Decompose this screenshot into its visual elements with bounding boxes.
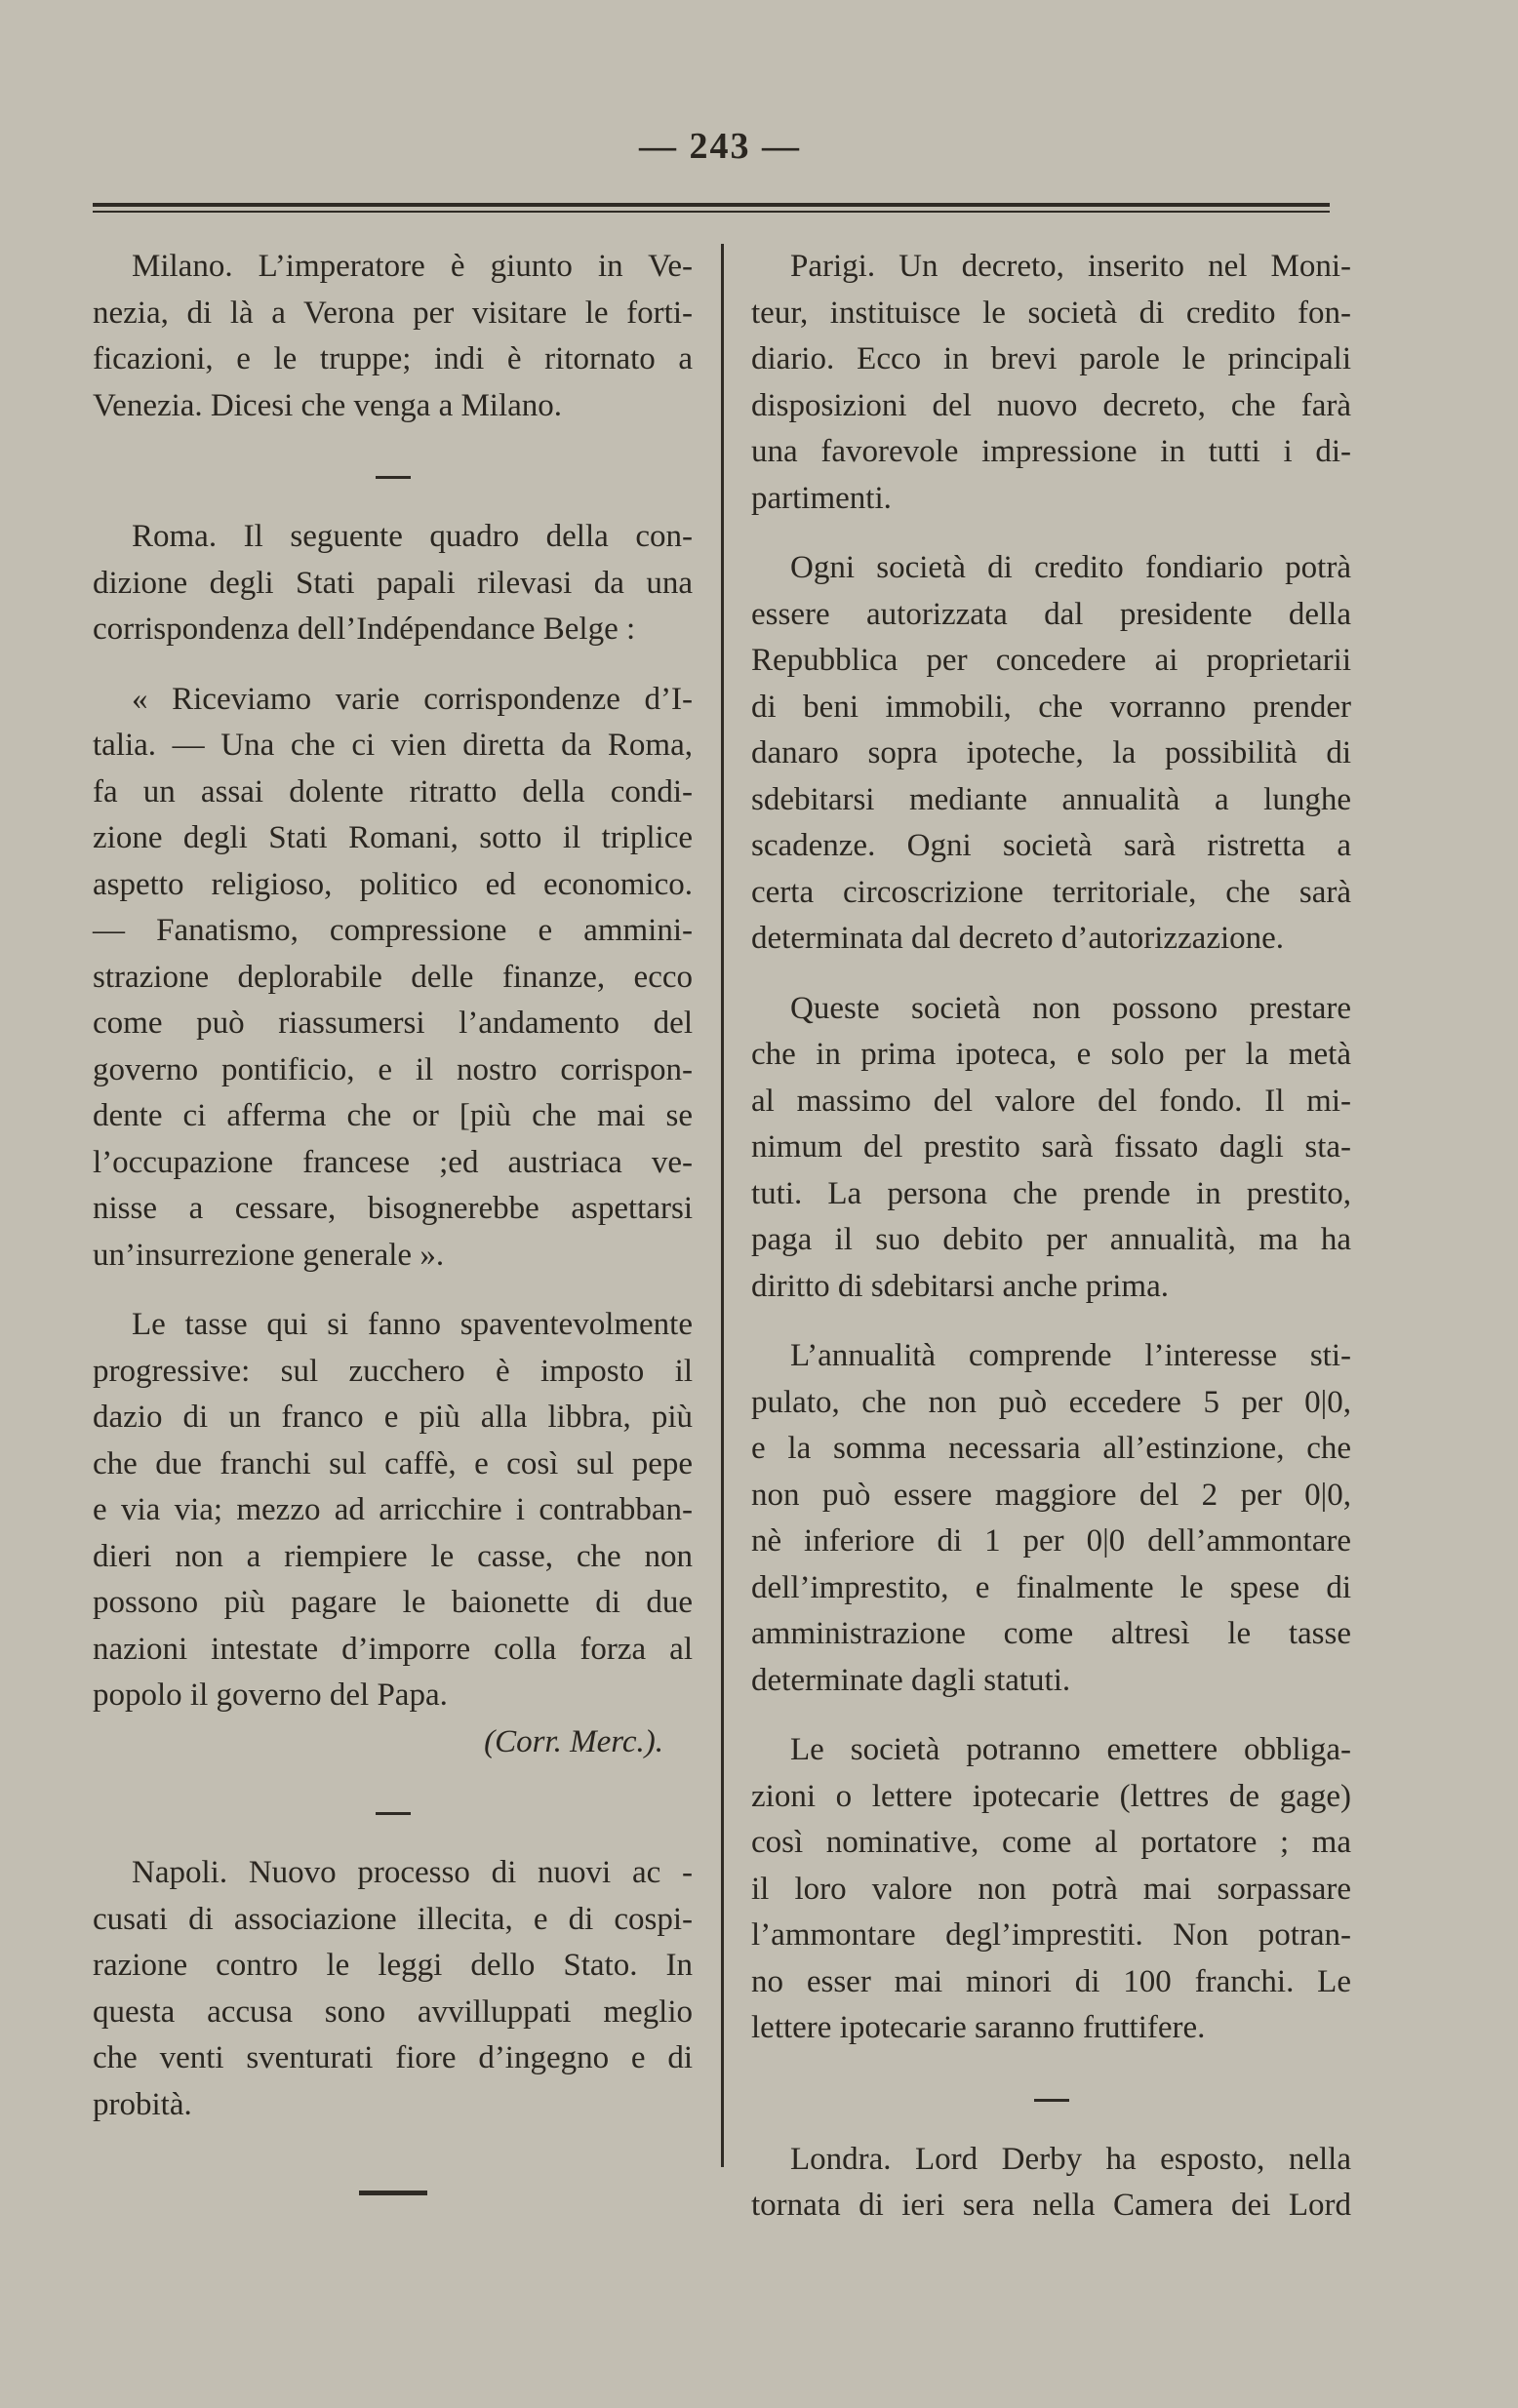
text-line: strazione deplorabile delle finanze, ecco	[93, 959, 693, 995]
para-ogni-societa	[751, 545, 1351, 963]
paragraph-gap	[93, 1279, 693, 1302]
text-line: diritto di sdebitarsi anche prima.	[751, 1268, 1169, 1304]
text-line: essere autorizzata dal presidente della	[751, 596, 1351, 632]
text-line: il loro valore non potrà mai sorpassare	[751, 1871, 1351, 1907]
column-divider	[721, 244, 724, 2167]
text-line: nè inferiore di 1 per 0|0 dell’ammontare	[751, 1523, 1351, 1559]
para-annualita	[751, 1333, 1351, 1704]
text-line: aspetto religioso, politico ed economico.	[93, 866, 693, 902]
text-line: L’annualità comprende l’interesse sti-	[790, 1338, 1351, 1373]
left-column	[93, 244, 693, 2230]
text-line: Venezia. Dicesi che venga a Milano.	[93, 387, 563, 423]
text-line: corrispondenza dell’Indépendance Belge :	[93, 612, 636, 647]
text-line: Le società potranno emettere obbliga-	[790, 1732, 1351, 1767]
text-line: così nominative, come al portatore ; ma	[751, 1825, 1351, 1860]
paragraph-gap	[751, 2230, 1351, 2253]
para-roma	[93, 514, 693, 653]
text-line: fa un assai dolente ritratto della condi-	[93, 773, 693, 809]
para-londra	[751, 2137, 1351, 2230]
para-milano	[93, 244, 693, 429]
text-line: pulato, che non può eccedere 5 per 0|0,	[751, 1384, 1351, 1420]
text-line: paga il suo debito per annualità, ma ha	[751, 1222, 1351, 1257]
text-line: probità.	[93, 2086, 192, 2122]
text-line: nazioni intestate d’imporre colla forza al	[93, 1631, 693, 1667]
text-line: determinate dagli statuti.	[751, 1662, 1071, 1698]
paragraph-gap	[751, 1704, 1351, 1727]
text-line: disposizioni del nuovo decreto, che farà	[751, 387, 1351, 423]
paragraph-gap	[751, 963, 1351, 986]
paragraph-gap	[93, 653, 693, 677]
text-line: e via via; mezzo ad arricchire i contrabban-	[93, 1492, 693, 1527]
text-line: scadenze. Ogni società sarà ristretta a	[751, 828, 1351, 863]
text-line: zioni o lettere ipotecarie (lettres de gage)	[751, 1778, 1351, 1814]
text-line: nezia, di là a Verona per visitare le forti-	[93, 295, 693, 331]
paragraph-gap	[93, 2128, 693, 2151]
page-number: — 243 —	[639, 126, 801, 167]
text-line: determinata dal decreto d’autorizzazione.	[751, 921, 1285, 956]
text-line: governo pontificio, e il nostro corrispon-	[93, 1051, 693, 1087]
text-line: progressive: sul zucchero è imposto il	[93, 1353, 693, 1389]
text-line: Milano. L’imperatore è giunto in Ve-	[132, 249, 693, 284]
text-line: teur, instituisce le società di credito fon-	[751, 295, 1351, 331]
text-line: Roma. Il seguente quadro della con-	[132, 519, 693, 554]
text-line: Repubblica per concedere ai proprietarii	[751, 643, 1351, 678]
paragraph-gap	[751, 2052, 1351, 2075]
text-line: Queste società non possono prestare	[790, 990, 1351, 1026]
text-line: che venti sventurati fiore d’ingegno e di	[93, 2040, 693, 2075]
header-rule	[93, 203, 1330, 213]
section-separator	[359, 2191, 427, 2195]
text-line: questa accusa sono avvilluppati meglio	[93, 1994, 693, 2030]
text-line: ficazioni, e le truppe; indi è ritornato a	[93, 341, 693, 376]
text-line: « Riceviamo varie corrispondenze d’I-	[132, 681, 693, 717]
text-line: — Fanatismo, compressione e ammini-	[93, 913, 693, 948]
text-line: diario. Ecco in brevi parole le principali	[751, 341, 1351, 376]
text-line: dazio di un franco e più alla libbra, più	[93, 1400, 693, 1435]
text-line: tornata di ieri sera nella Camera dei Lord	[751, 2188, 1351, 2223]
text-line: che in prima ipoteca, e solo per la metà	[751, 1037, 1351, 1072]
text-line: e la somma necessaria all’estinzione, che	[751, 1431, 1351, 1466]
text-line: dieri non a riempiere le casse, che non	[93, 1538, 693, 1574]
text-line: di beni immobili, che vorranno prender	[751, 689, 1351, 725]
para-obbligazioni	[751, 1727, 1351, 2052]
paragraph-gap	[93, 1765, 693, 1789]
para-tasse	[93, 1302, 693, 1765]
text-line: certa circoscrizione territoriale, che sarà	[751, 874, 1351, 910]
text-line: possono più pagare le baionette di due	[93, 1585, 693, 1620]
para-parigi	[751, 244, 1351, 522]
section-separator	[376, 476, 411, 479]
text-line: non può essere maggiore del 2 per 0|0,	[751, 1477, 1351, 1513]
text-line: dente ci afferma che or [più che mai se	[93, 1098, 693, 1133]
text-line: che due franchi sul caffè, e così sul pepe	[93, 1445, 693, 1481]
text-line: Parigi. Un decreto, inserito nel Moni-	[790, 249, 1351, 284]
text-line: amministrazione come altresì le tasse	[751, 1616, 1351, 1651]
text-line: come può riassumersi l’andamento del	[93, 1006, 693, 1041]
para-queste-societa	[751, 986, 1351, 1311]
text-line: Napoli. Nuovo processo di nuovi ac -	[132, 1855, 693, 1890]
para-napoli	[93, 1850, 693, 2128]
paragraph-gap	[751, 1310, 1351, 1333]
text-line: Ogni società di credito fondiario potrà	[790, 550, 1351, 585]
para-riceviamo	[93, 677, 693, 1280]
text-line: tuti. La persona che prende in prestito,	[751, 1175, 1351, 1211]
text-line: l’ammontare degl’imprestiti. Non potran-	[751, 1917, 1351, 1953]
text-line: Londra. Lord Derby ha esposto, nella	[790, 2141, 1351, 2177]
text-line: una favorevole impressione in tutti i di-	[751, 434, 1351, 469]
text-line: zione degli Stati Romani, sotto il triplice	[93, 820, 693, 855]
text-line: dizione degli Stati papali rilevasi da una	[93, 565, 693, 601]
section-separator	[1034, 2099, 1069, 2102]
text-line: al massimo del valore del fondo. Il mi-	[751, 1083, 1351, 1119]
text-line: popolo il governo del Papa.	[93, 1678, 448, 1713]
text-line: no esser mai minori di 100 franchi. Le	[751, 1963, 1351, 1999]
section-separator	[376, 1812, 411, 1815]
text-line: nimum del prestito sarà fissato dagli sta-	[751, 1129, 1351, 1165]
text-line: danaro sopra ipoteche, la possibilità di	[751, 735, 1351, 770]
attribution: (Corr. Merc.).	[484, 1723, 663, 1759]
text-line: lettere ipotecarie saranno fruttifere.	[751, 2010, 1206, 2045]
text-line: l’occupazione francese ;ed austriaca ve-	[93, 1144, 693, 1180]
text-line: nisse a cessare, bisognerebbe aspettarsi	[93, 1191, 693, 1226]
right-column	[751, 244, 1351, 2253]
text-line: sdebitarsi mediante annualità a lunghe	[751, 781, 1351, 817]
text-line: talia. — Una che ci vien diretta da Roma,	[93, 728, 693, 763]
text-line: dell’imprestito, e finalmente le spese di	[751, 1569, 1351, 1605]
text-line: razione contro le leggi dello Stato. In	[93, 1948, 693, 1983]
paragraph-gap	[751, 522, 1351, 545]
text-line: partimenti.	[751, 480, 892, 516]
text-line: un’insurrezione generale ».	[93, 1237, 445, 1273]
paragraph-gap	[93, 429, 693, 453]
text-line: cusati di associazione illecita, e di cospi-	[93, 1901, 693, 1937]
text-line: Le tasse qui si fanno spaventevolmente	[132, 1307, 693, 1342]
